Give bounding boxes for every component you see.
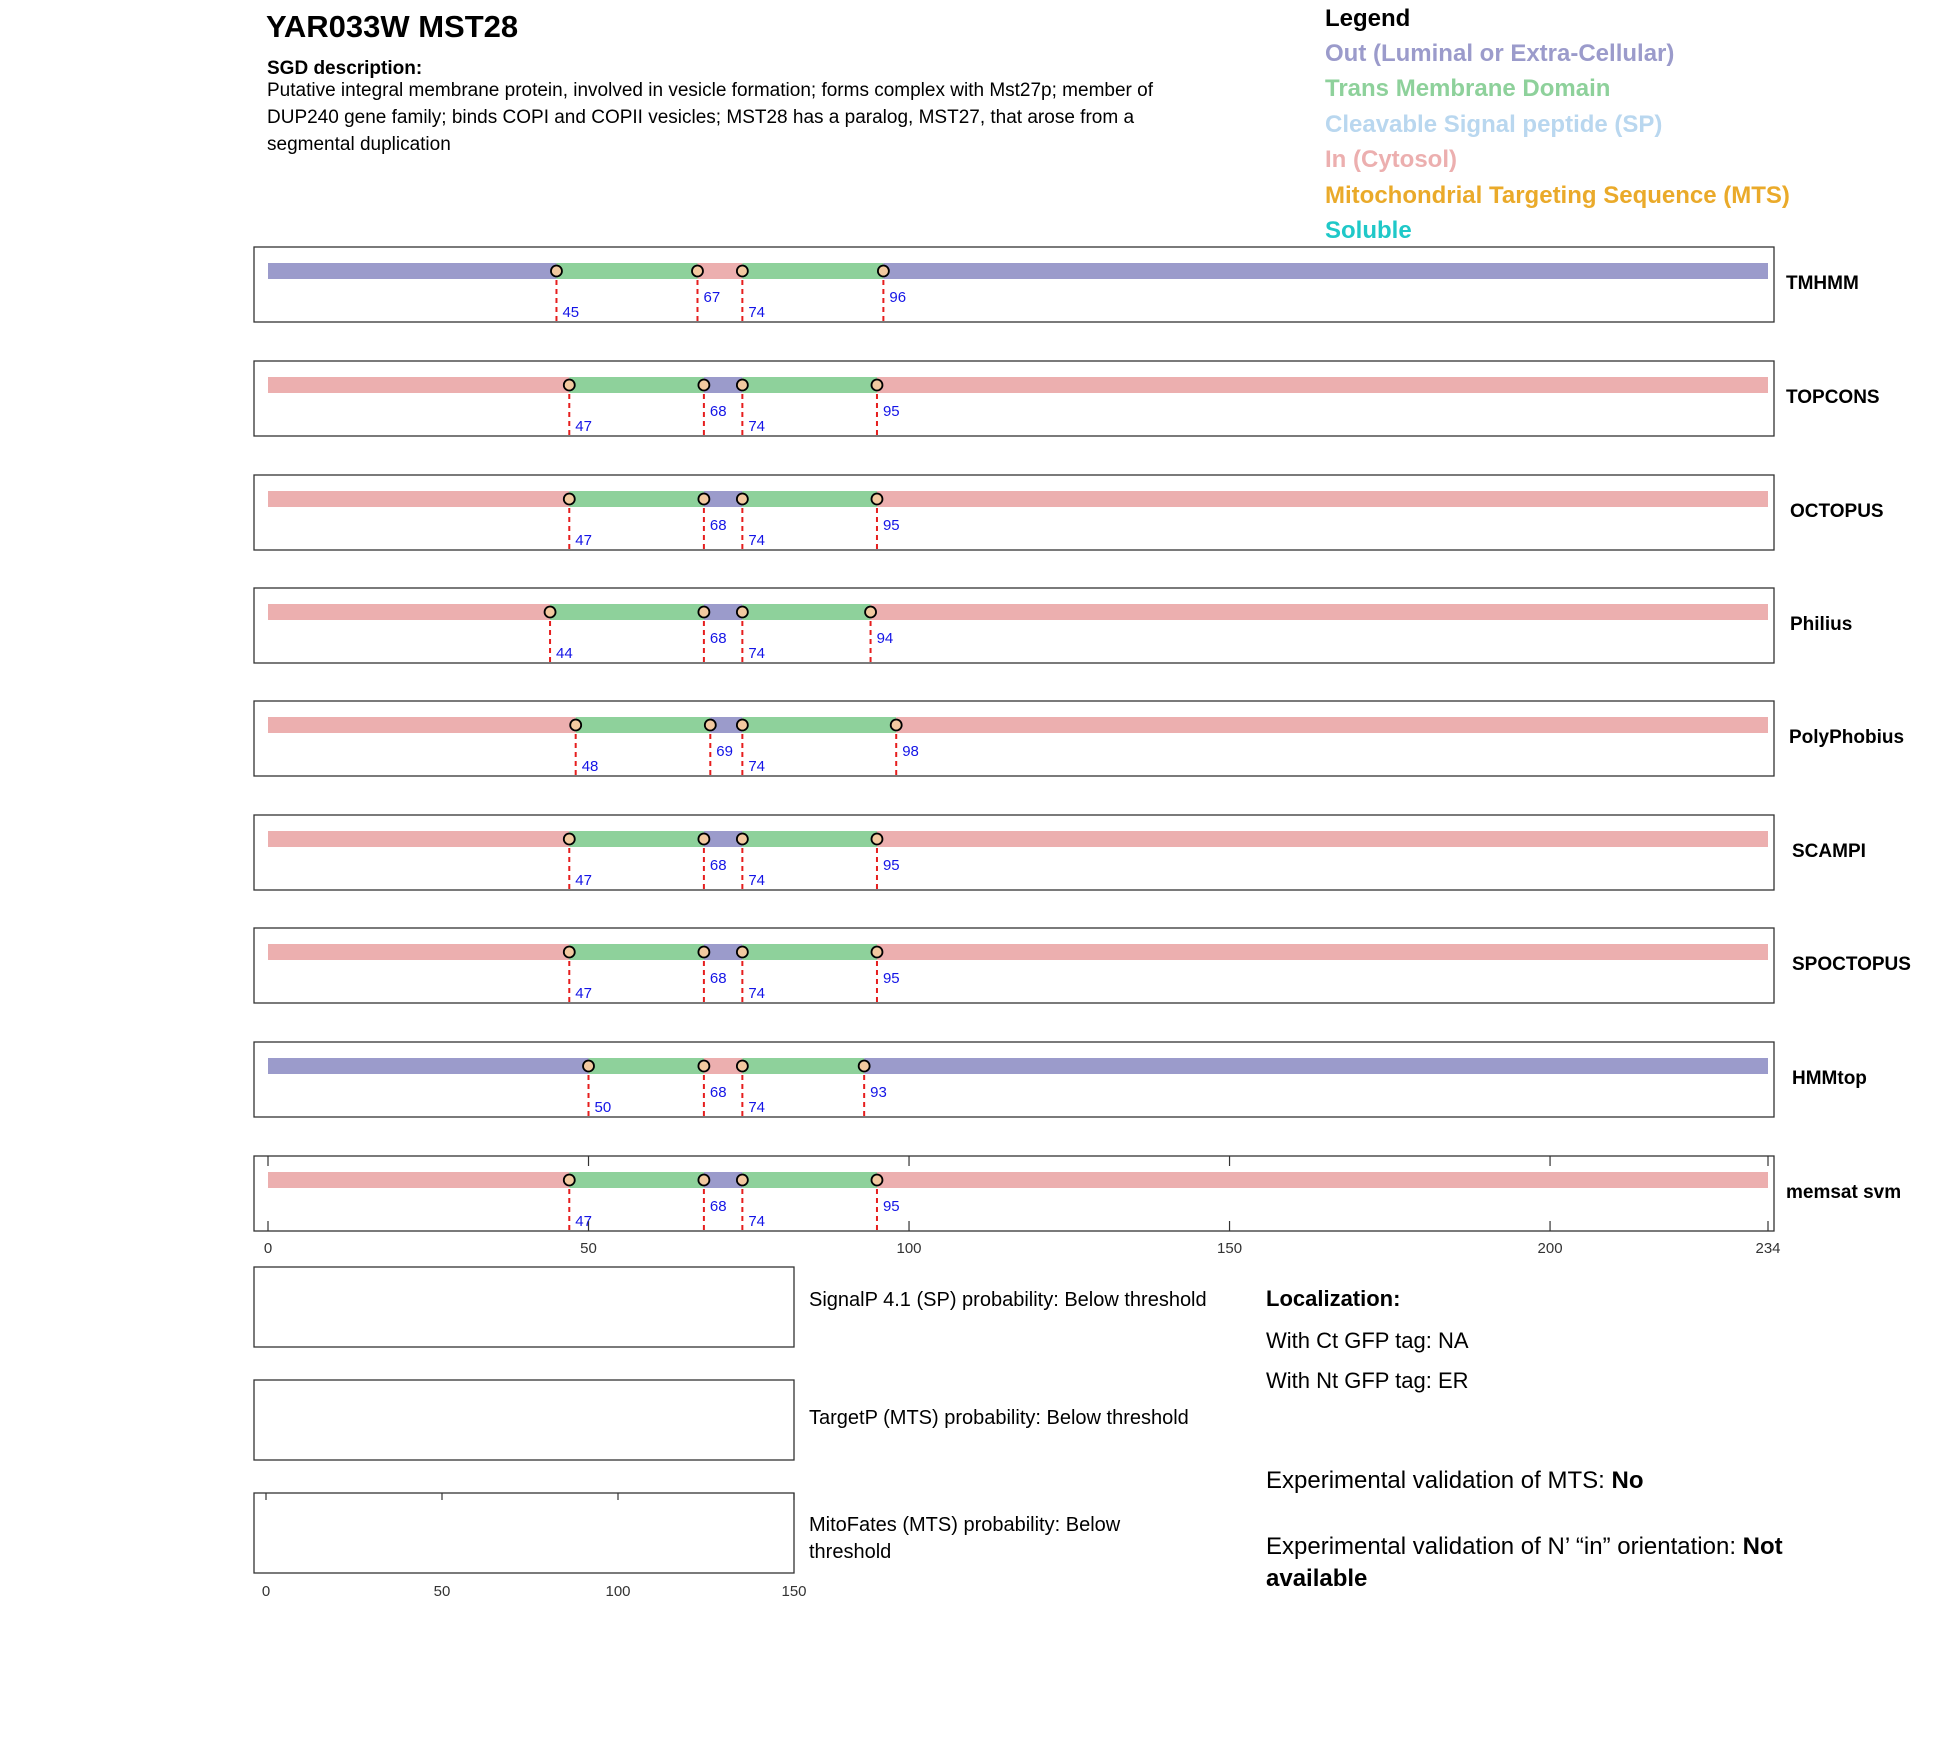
boundary-label: 68 — [709, 970, 727, 987]
boundary-label: 44 — [556, 645, 573, 662]
boundary-label: 74 — [748, 872, 766, 889]
method-label: TMHMM — [1786, 273, 1859, 294]
boundary-marker — [698, 380, 709, 391]
track-spoctopus — [254, 928, 1911, 1003]
boundary-marker — [564, 380, 575, 391]
segment-tm — [742, 491, 877, 507]
experimental-orientation-value-1: Not — [1742, 1533, 1783, 1560]
boundary-label: 95 — [882, 857, 900, 874]
boundary-marker — [859, 1061, 870, 1072]
localization-title: Localization: — [1266, 1286, 1401, 1311]
method-label: HMMtop — [1792, 1068, 1867, 1089]
segment-tm — [589, 1058, 704, 1074]
segment-in — [268, 491, 569, 507]
boundary-label: 95 — [882, 517, 900, 534]
boundary-marker — [564, 834, 575, 845]
segment-out — [864, 1058, 1768, 1074]
boundary-label: 95 — [882, 1198, 900, 1215]
segment-tm — [556, 263, 697, 279]
boundary-label: 74 — [748, 418, 766, 435]
segment-in — [877, 491, 1768, 507]
legend-title: Legend — [1325, 5, 1411, 32]
tick-label: 0 — [263, 1240, 273, 1257]
boundary-marker — [737, 380, 748, 391]
legend-item-tm: Trans Membrane Domain — [1325, 75, 1611, 102]
boundary-marker — [865, 607, 876, 618]
legend-item-sp: Cleavable Signal peptide (SP) — [1325, 111, 1663, 138]
boundary-label: 68 — [709, 630, 727, 647]
boundary-label: 74 — [748, 304, 766, 321]
boundary-label: 96 — [889, 289, 907, 306]
segment-in — [268, 604, 550, 620]
segment-tm — [742, 1058, 864, 1074]
segment-in — [877, 377, 1768, 393]
segment-tm — [569, 377, 704, 393]
boundary-marker — [737, 947, 748, 958]
probability-x-axis — [262, 1493, 807, 1600]
boundary-label: 50 — [594, 1099, 612, 1116]
boundary-label: 47 — [575, 1213, 592, 1230]
boundary-marker — [698, 1175, 709, 1186]
probability-label: threshold — [809, 1541, 892, 1563]
experimental-mts — [1266, 1467, 1643, 1494]
legend-item-soluble: Soluble — [1325, 217, 1412, 244]
track-frame — [254, 815, 1774, 890]
boundary-marker — [737, 266, 748, 277]
tick-label: 50 — [433, 1583, 451, 1600]
boundary-marker — [698, 1061, 709, 1072]
boundary-marker — [705, 720, 716, 731]
topology-tracks — [254, 247, 1911, 1257]
legend-item-out: Out (Luminal or Extra-Cellular) — [1325, 40, 1675, 67]
boundary-marker — [583, 1061, 594, 1072]
segment-tm — [576, 717, 711, 733]
boundary-marker — [871, 834, 882, 845]
experimental-orientation — [1266, 1533, 1783, 1560]
boundary-marker — [737, 607, 748, 618]
boundary-label: 47 — [575, 985, 592, 1002]
segment-out — [883, 263, 1768, 279]
segment-tm — [550, 604, 704, 620]
boundary-marker — [698, 947, 709, 958]
probability-panel-2 — [254, 1380, 1189, 1460]
boundary-label: 74 — [748, 645, 766, 662]
track-frame — [254, 1156, 1774, 1231]
boundary-label: 47 — [575, 872, 592, 889]
boundary-marker — [737, 720, 748, 731]
track-frame — [254, 361, 1774, 436]
tick-label: 50 — [580, 1240, 597, 1257]
segment-in — [268, 1172, 569, 1188]
method-label: memsat svm — [1786, 1182, 1902, 1203]
segment-in — [268, 831, 569, 847]
boundary-label: 95 — [882, 970, 900, 987]
boundary-label: 47 — [575, 532, 592, 549]
x-axis — [264, 1156, 1781, 1257]
probability-frame — [254, 1380, 794, 1460]
boundary-marker — [564, 1175, 575, 1186]
method-label: Philius — [1790, 614, 1853, 635]
track-frame — [254, 928, 1774, 1003]
boundary-marker — [871, 494, 882, 505]
boundary-marker — [871, 947, 882, 958]
segment-tm — [742, 944, 877, 960]
experimental-orientation-value-2: available — [1266, 1565, 1368, 1592]
boundary-label: 47 — [575, 418, 592, 435]
track-tmhmm — [254, 247, 1859, 322]
tick-label: 0 — [261, 1583, 271, 1600]
boundary-label: 68 — [709, 1084, 727, 1101]
probability-panels — [254, 1267, 1207, 1600]
method-label: OCTOPUS — [1790, 501, 1884, 522]
boundary-marker — [692, 266, 703, 277]
boundary-marker — [737, 494, 748, 505]
method-label: PolyPhobius — [1789, 727, 1905, 748]
track-octopus — [254, 475, 1884, 550]
boundary-label: 95 — [882, 403, 900, 420]
segment-tm — [742, 377, 877, 393]
segment-in — [697, 263, 742, 279]
sgd-description-line-2: DUP240 gene family; binds COPI and COPII vesicles; MST28 has a paralog, MST27, that arose from a — [267, 107, 1135, 128]
segment-in — [268, 717, 576, 733]
legend — [1325, 5, 1790, 244]
page-title: YAR033W MST28 — [266, 9, 519, 44]
track-frame — [254, 701, 1774, 776]
legend-item-mts: Mitochondrial Targeting Sequence (MTS) — [1325, 182, 1790, 209]
boundary-label: 74 — [748, 758, 766, 775]
boundary-label: 68 — [709, 403, 727, 420]
tick-label: 100 — [605, 1583, 631, 1600]
boundary-marker — [871, 380, 882, 391]
method-label: SPOCTOPUS — [1792, 954, 1911, 975]
probability-frame — [254, 1493, 794, 1573]
boundary-label: 74 — [748, 532, 766, 549]
segment-in — [877, 944, 1768, 960]
segment-tm — [569, 1172, 704, 1188]
boundary-marker — [698, 834, 709, 845]
boundary-marker — [737, 1175, 748, 1186]
tick-label: 100 — [896, 1240, 922, 1257]
track-topcons — [254, 361, 1880, 436]
segment-tm — [569, 831, 704, 847]
probability-frame — [254, 1267, 794, 1347]
track-frame — [254, 1042, 1774, 1117]
probability-label: MitoFates (MTS) probability: Below — [809, 1514, 1121, 1536]
probability-panel-1 — [254, 1267, 1207, 1347]
probability-label: SignalP 4.1 (SP) probability: Below threshold — [809, 1289, 1207, 1311]
localization-nt-gfp: With Nt GFP tag: ER — [1266, 1368, 1469, 1393]
track-memsat-svm — [254, 1156, 1901, 1257]
segment-in — [268, 377, 569, 393]
boundary-label: 67 — [703, 289, 721, 306]
track-frame — [254, 588, 1774, 663]
boundary-marker — [878, 266, 889, 277]
legend-item-in: In (Cytosol) — [1325, 146, 1457, 173]
localization — [1266, 1286, 1469, 1393]
method-label: TOPCONS — [1786, 387, 1880, 408]
tick-label: 234 — [1755, 1240, 1781, 1257]
tick-label: 200 — [1537, 1240, 1563, 1257]
boundary-marker — [564, 494, 575, 505]
segment-out — [268, 1058, 589, 1074]
boundary-marker — [891, 720, 902, 731]
sgd-description-line-3: segmental duplication — [267, 134, 451, 155]
boundary-marker — [871, 1175, 882, 1186]
boundary-label: 48 — [581, 758, 599, 775]
experimental-validation — [1266, 1467, 1783, 1592]
segment-tm — [569, 491, 704, 507]
tick-label: 150 — [1217, 1240, 1243, 1257]
track-scampi — [254, 815, 1866, 890]
track-frame — [254, 475, 1774, 550]
boundary-label: 98 — [902, 743, 919, 760]
boundary-marker — [570, 720, 581, 731]
boundary-label: 94 — [876, 630, 894, 647]
boundary-label: 69 — [716, 743, 733, 760]
probability-panel-3 — [254, 1493, 1121, 1600]
boundary-label: 68 — [709, 517, 727, 534]
boundary-label: 74 — [748, 985, 766, 1002]
segment-tm — [742, 1172, 877, 1188]
segment-in — [871, 604, 1768, 620]
segment-in — [877, 831, 1768, 847]
tick-label: 150 — [781, 1583, 807, 1600]
boundary-label: 45 — [562, 304, 580, 321]
segment-tm — [742, 604, 870, 620]
boundary-label: 68 — [709, 1198, 727, 1215]
experimental-mts-label: Experimental validation of MTS: — [1266, 1467, 1612, 1494]
track-frame — [254, 247, 1774, 322]
track-polyphobius — [254, 701, 1904, 776]
boundary-marker — [698, 607, 709, 618]
segment-in — [268, 944, 569, 960]
sgd-description-line-1: Putative integral membrane protein, involved in vesicle formation; forms complex with Mst27p; member of — [267, 80, 1153, 101]
localization-ct-gfp: With Ct GFP tag: NA — [1266, 1328, 1469, 1353]
segment-tm — [569, 944, 704, 960]
track-philius — [254, 588, 1852, 663]
boundary-marker — [551, 266, 562, 277]
segment-in — [877, 1172, 1768, 1188]
boundary-marker — [564, 947, 575, 958]
method-label: SCAMPI — [1792, 841, 1866, 862]
probability-label: TargetP (MTS) probability: Below threshold — [809, 1407, 1189, 1429]
boundary-marker — [737, 834, 748, 845]
boundary-label: 68 — [709, 857, 727, 874]
boundary-label: 74 — [748, 1213, 766, 1230]
experimental-orientation-label: Experimental validation of N’ “in” orientation: — [1266, 1533, 1743, 1560]
boundary-marker — [737, 1061, 748, 1072]
segment-tm — [742, 717, 896, 733]
segment-in — [896, 717, 1768, 733]
segment-out — [268, 263, 556, 279]
segment-tm — [742, 831, 877, 847]
segment-tm — [742, 263, 883, 279]
experimental-mts-value: No — [1611, 1467, 1644, 1494]
track-hmmtop — [254, 1042, 1867, 1117]
boundary-label: 93 — [870, 1084, 887, 1101]
boundary-marker — [545, 607, 556, 618]
sgd-description-label: SGD description: — [267, 58, 423, 79]
boundary-marker — [698, 494, 709, 505]
boundary-label: 74 — [748, 1099, 766, 1116]
